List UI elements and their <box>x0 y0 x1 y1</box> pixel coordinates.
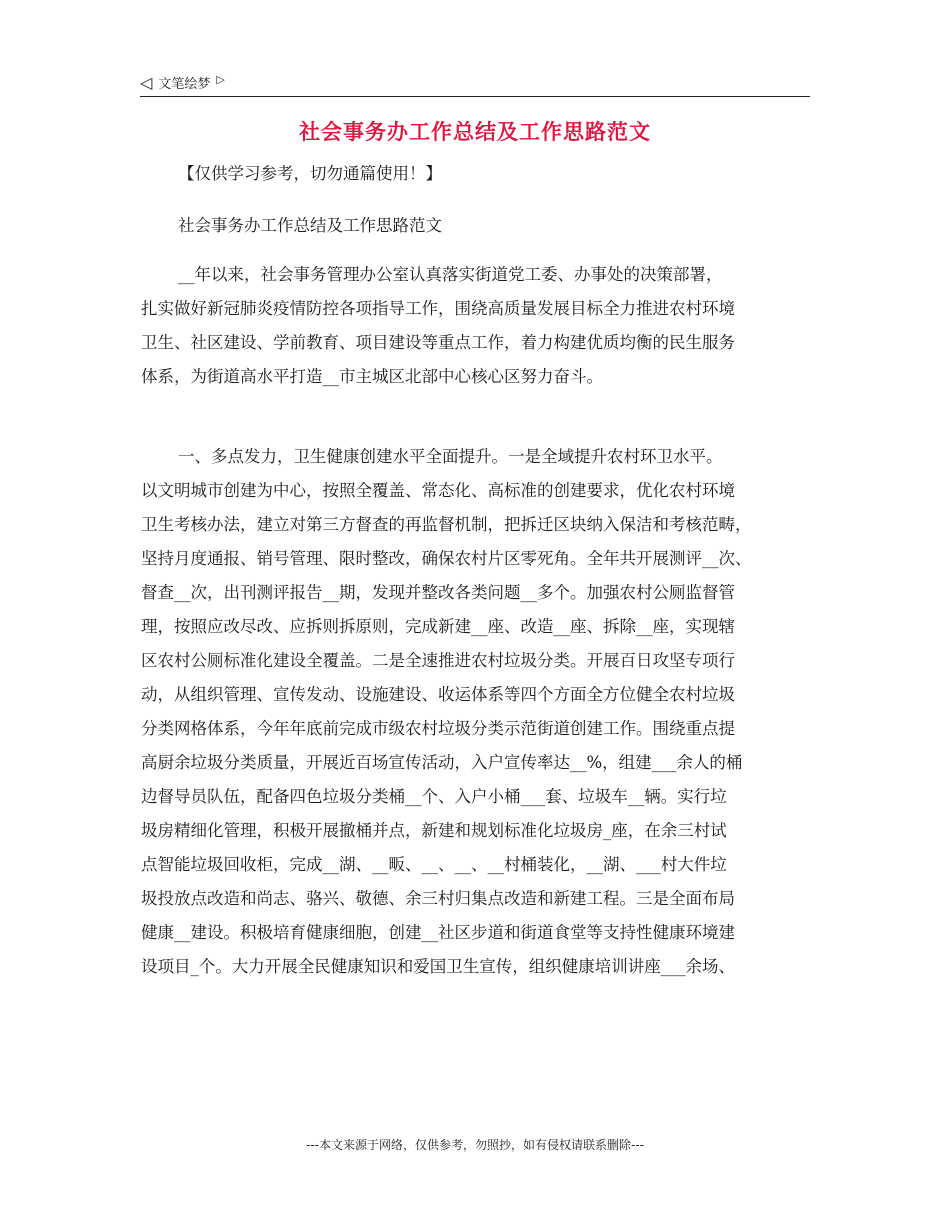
text-line: 坚持月度通报、销号管理、限时整改，确保农村片区零死角。全年共开展测评__次、 <box>141 549 752 568</box>
triangle-left-icon: ◁ <box>140 72 153 92</box>
text-line: 圾房精细化管理，积极开展撤桶并点，新建和规划标准化垃圾房_座，在余三村试 <box>141 821 727 840</box>
text-line: 扎实做好新冠肺炎疫情防控各项指导工作，围绕高质量发展目标全力推进农村环境 <box>141 299 735 318</box>
usage-notice: 【仅供学习参考，切勿通篇使用！】 <box>178 164 442 183</box>
text-line: 区农村公厕标准化建设全覆盖。二是全速推进农村垃圾分类。开展百日攻坚专项行 <box>141 651 735 670</box>
brand <box>140 73 225 92</box>
brand-name: 文笔绘梦 <box>158 77 211 92</box>
text-line: 理，按照应改尽改、应拆则拆原则，完成新建__座、改造__座、拆除__座，实现辖 <box>141 617 735 636</box>
page-header <box>140 70 810 97</box>
text-line: 督查__次，出刊测评报告__期，发现并整改各类问题__多个。加强农村公厕监督管 <box>141 583 735 602</box>
paragraph-1 <box>141 258 821 394</box>
page-footer: ---本文来源于网络，仅供参考，勿照抄，如有侵权请联系删除--- <box>306 1138 644 1152</box>
text-line: 体系，为街道高水平打造__市主城区北部中心核心区努力奋斗。 <box>141 367 603 386</box>
document-title: 社会事务办工作总结及工作思路范文 <box>299 120 651 144</box>
text-line: 边督导员队伍，配备四色垃圾分类桶__个、入户小桶___套、垃圾车__辆。实行垃 <box>141 787 727 806</box>
text-line: 圾投放点改造和尚志、骆兴、敬德、余三村归集点改造和新建工程。三是全面布局 <box>141 889 735 908</box>
text-line: 以文明城市创建为中心，按照全覆盖、常态化、高标准的创建要求，优化农村环境 <box>141 481 735 500</box>
text-line: 卫生、社区建设、学前教育、项目建设等重点工作，着力构建优质均衡的民生服务 <box>141 333 735 352</box>
text-line: 点智能垃圾回收柜，完成__湖、__畈、__、__、__村桶装化，__湖、___村大件垃 <box>141 855 727 874</box>
text-line: 一、多点发力，卫生健康创建水平全面提升。一是全域提升农村环卫水平。 <box>178 447 723 466</box>
text-line: 分类网格体系，今年年底前完成市级农村垃圾分类示范街道创建工作。围绕重点提 <box>141 719 735 738</box>
text-line: 高厨余垃圾分类质量，开展近百场宣传活动，入户宣传率达__%，组建___余人的桶 <box>141 753 743 772</box>
text-line: __年以来，社会事务管理办公室认真落实街道党工委、办事处的决策部署， <box>178 265 723 284</box>
text-line: 健康__建设。积极培育健康细胞，创建__社区步道和街道食堂等支持性健康环境建 <box>141 923 735 942</box>
text-line: 卫生考核办法，建立对第三方督查的再监督机制，把拆迁区块纳入保洁和考核范畴， <box>141 515 752 534</box>
document-subtitle: 社会事务办工作总结及工作思路范文 <box>178 216 442 235</box>
text-line: 设项目_个。大力开展全民健康知识和爱国卫生宣传，组织健康培训讲座___余场、 <box>141 957 735 976</box>
text-line: 动，从组织管理、宣传发动、设施建设、收运体系等四个方面全方位健全农村垃圾 <box>141 685 735 704</box>
triangle-right-icon: ▷ <box>216 73 225 86</box>
paragraph-2 <box>141 440 821 984</box>
